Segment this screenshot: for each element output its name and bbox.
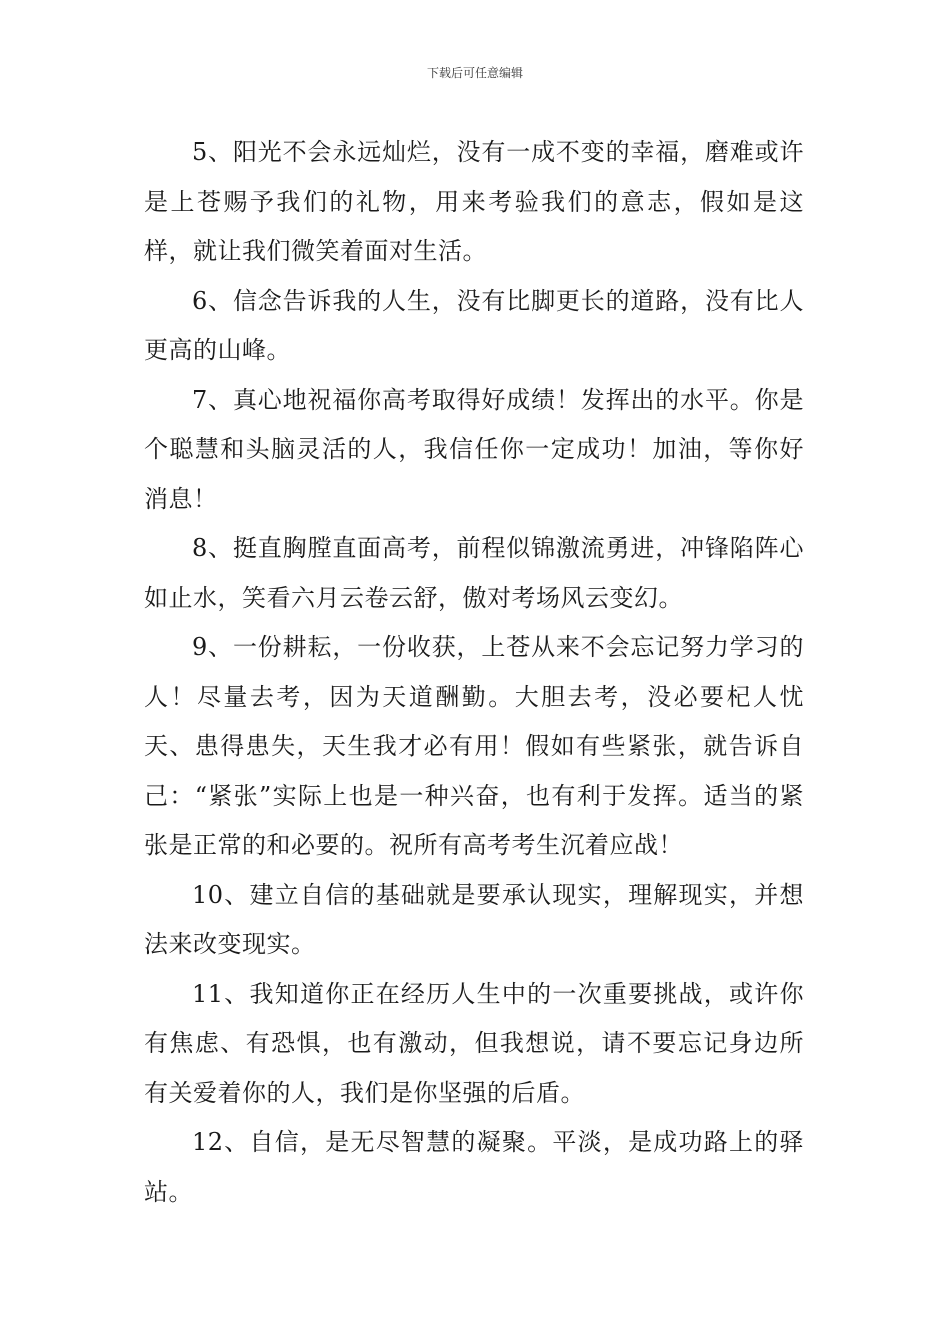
paragraph-7: 7、真心地祝福你高考取得好成绩！发挥出的水平。你是个聪慧和头脑灵活的人，我信任你一定成功！加油，等你好消息！ bbox=[144, 385, 804, 513]
document-body bbox=[144, 128, 804, 1217]
paragraph-10: 10、建立自信的基础就是要承认现实，理解现实，并想法来改变现实。 bbox=[144, 880, 804, 958]
paragraph-12: 12、自信，是无尽智慧的凝聚。平淡，是成功路上的驿站。 bbox=[144, 1128, 804, 1206]
paragraph-5: 5、阳光不会永远灿烂，没有一成不变的幸福，磨难或许是上苍赐予我们的礼物，用来考验我们的意志，假如是这样，就让我们微笑着面对生活。 bbox=[144, 138, 804, 265]
paragraph-6: 6、信念告诉我的人生，没有比脚更长的道路，没有比人更高的山峰。 bbox=[144, 286, 804, 364]
paragraph-11: 11、我知道你正在经历人生中的一次重要挑战，或许你有焦虑、有恐惧，也有激动，但我想说，请不要忘记身边所有关爱着你的人，我们是你坚强的后盾。 bbox=[144, 979, 804, 1107]
page-header: 下载后可任意编辑 bbox=[426, 66, 523, 80]
paragraph-9: 9、一份耕耘，一份收获，上苍从来不会忘记努力学习的人！尽量去考，因为天道酬勤。大胆去考，没必要杞人忧天、患得患失，天生我才必有用！假如有些紧张，就告诉自己：“紧张”实际上也是一种兴奋，也有利于发挥。适当的紧张是正常的和必要的。祝所有高考考生沉着应战！ bbox=[144, 633, 804, 859]
paragraph-8: 8、挺直胸膛直面高考，前程似锦激流勇进，冲锋陷阵心如止水，笑看六月云卷云舒，傲对考场风云变幻。 bbox=[144, 534, 804, 612]
